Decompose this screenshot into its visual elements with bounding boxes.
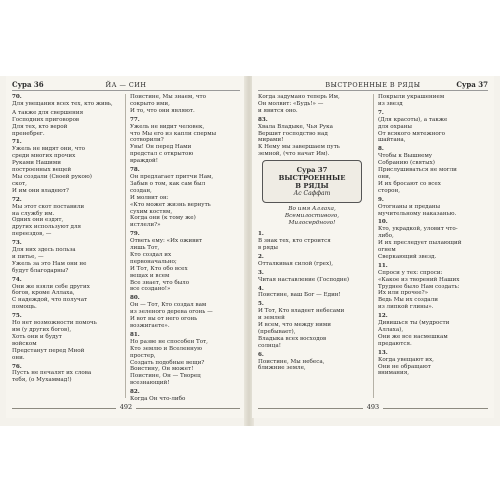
verse-number: 4. — [258, 285, 264, 292]
verse-number: 1. — [258, 231, 264, 238]
verse-text: Они же взяли себе других богов, кроме Аллаха, С надеждой, что получат помощь. — [12, 283, 90, 311]
verse-number: 74. — [12, 276, 22, 283]
verse — [258, 94, 366, 115]
left-page-column-2 — [130, 94, 238, 405]
verse — [378, 263, 486, 311]
verse — [378, 110, 486, 145]
right-sura-label: Сура 37 — [456, 80, 488, 89]
verse — [130, 389, 238, 403]
verse-text: Когда Он что-либо — [130, 396, 186, 403]
verse-number: 12. — [378, 313, 388, 320]
verse — [258, 254, 366, 268]
verse — [378, 94, 486, 108]
verse-number: 71. — [12, 139, 22, 146]
sura-box-name-1: ВЫСТРОЕННЫЕ — [278, 174, 346, 183]
sura-box-name-2: В РЯДЫ — [295, 182, 329, 191]
left-column-divider — [125, 94, 126, 398]
verse-text: Спроси у тех: спроси: «Какое из творений Наших Труднее было Нам создать: Их или прочее?» Ведь Мы их создали из липкой глины». — [378, 269, 460, 311]
verse-number: 82. — [130, 389, 140, 396]
verse-text: В знак тех, кто строится в ряды — [258, 238, 331, 251]
verse — [258, 301, 366, 349]
right-page-title: ВЫСТРОЕННЫЕ В РЯДЫ — [325, 81, 421, 89]
verse-number: 70. — [12, 94, 22, 100]
verse-text: Но разве не способен Тот, Кто землю и Вселенную простер, Создать подобные вещи? Воистину, Он может! Поистине, Он — Творец всезнающий! — [130, 338, 208, 387]
bismillah: Во имя Аллаха, Всемилостивого, Милосердного! — [284, 206, 340, 227]
verse-number: 10. — [378, 219, 388, 226]
verse-text: Ответь ему: «Их оживит лишь Тот, Кто создал их первоначально; И Тот, Кто обо всех вещах и всем Все знает, что было все создано!» — [130, 238, 203, 293]
verse — [130, 295, 238, 330]
verse-text: Ужель не видят они, что среди многих прочих Руками Нашими построенных вещей Мы создали (Своей рукою) скот, И им они владеют? — [12, 146, 92, 194]
right-column-divider — [373, 94, 374, 398]
sura-title-box — [262, 160, 362, 203]
verse-text: Когда увещают их, Они не обращают внимания, — [378, 356, 434, 377]
verse-text: И Тот, Кто владеет небесами и землей И всем, что между ними (пребывает), Владыка всех восходов солнца! — [258, 308, 345, 349]
verse-number: 81. — [130, 331, 140, 338]
verse-number: 6. — [258, 351, 264, 358]
verse-text: Кто, украдкой, уловит что- либо, И их преследует пылающий огнем Сверкающий звезд. — [378, 226, 462, 260]
verse — [378, 219, 486, 260]
verse — [12, 197, 120, 238]
verse — [12, 139, 120, 194]
left-page-number: 492 — [116, 403, 136, 411]
verse — [130, 167, 238, 229]
verse-text: Он предлагает притчи Нам, Забыв о том, как сам был создан, И молвит он: «Кто может жизнь вернуть сухим костям, Когда они (к тому же) истлели?» — [130, 173, 214, 229]
verse — [12, 94, 120, 108]
verse-number: 2. — [258, 253, 264, 260]
verse — [378, 350, 486, 378]
verse — [258, 270, 366, 284]
verse-number: 11. — [378, 262, 388, 269]
verse-number: 75. — [12, 313, 22, 320]
verse — [12, 313, 120, 361]
left-page-header — [12, 79, 240, 91]
verse — [130, 94, 238, 115]
verse — [130, 231, 238, 293]
verse-text: Отталкивая силой (грех), — [258, 260, 334, 267]
right-page-column-2 — [378, 94, 486, 379]
left-page-footer — [6, 402, 246, 414]
verse — [12, 364, 120, 385]
sura-box-arabic-name: Ас Саффат — [293, 190, 331, 198]
verse — [378, 313, 486, 348]
right-page-footer — [252, 402, 494, 414]
verse — [258, 352, 366, 373]
verse-number: 73. — [12, 240, 22, 247]
verse-text: Чтобы к Вышнему Собранию (святых) Прислушиваться не могли они, И их бросают со всех сторон, — [378, 153, 457, 194]
verse-text: Для них здесь польза и питье, — Ужель за это Нам они не будут благодарны? — [12, 247, 87, 274]
verse-number: 78. — [130, 167, 140, 174]
verse-number: 7. — [378, 109, 384, 116]
verse-text: Пусть не печалят их слова тебя, (о Мухаммад!) — [12, 370, 92, 384]
right-page-number: 493 — [363, 403, 383, 411]
verse-text: Но нет возможности помочь им (у других богов), Хоть они и будут войском Предстанут перед Мной они. — [12, 320, 97, 361]
verse-number: 13. — [378, 349, 388, 356]
verse — [12, 110, 120, 138]
right-page-column-1 — [258, 94, 366, 374]
verse-text: Он — Тот, Кто создал вам из зеленого дерева огонь — И вот вы от него огонь возжигаете». — [130, 302, 213, 329]
verse-number: 8. — [378, 146, 384, 153]
verse-text: Поистине, ваш Бог — Един! — [258, 292, 341, 299]
verse — [12, 240, 120, 275]
right-page — [252, 76, 494, 418]
verse-number: 79. — [130, 231, 140, 238]
verse — [258, 117, 366, 158]
verse-text: А также для свершения Господних приговоров Для тех, кто верой пренебрег. — [12, 109, 84, 137]
verse — [130, 332, 238, 387]
verse-text: Ужель не видит человек, что Мы его из капли спермы сотворили? Увы! Он перед Нами предстал с открытою враждой! — [130, 123, 217, 165]
verse-text: Поистине, Мы небеса, ближние земле, — [258, 358, 325, 372]
sura-box-number: Сура 37 — [296, 166, 328, 175]
verse — [258, 286, 366, 300]
verse-number: 77. — [130, 116, 140, 123]
verse-number: 5. — [258, 301, 264, 308]
verse-text: Хвала Владыке, Чья Рука Вершит господство над мирами! К Нему мы завершаем путь земной, (что начат Им). — [258, 123, 340, 158]
verse — [12, 277, 120, 312]
verse — [378, 146, 486, 194]
verse-text: Отогнаны и преданы мучительному наказанью. — [378, 203, 457, 217]
verse-text: (Для красоты), а также для охраны От всякого мятежного шайтана, — [378, 116, 448, 144]
verse — [130, 117, 238, 165]
verse — [258, 231, 366, 252]
right-page-header — [258, 79, 488, 91]
verse-text: Читая наставление (Господне) — [258, 276, 350, 283]
verse-number: 9. — [378, 196, 384, 203]
verse-number: 72. — [12, 196, 22, 203]
verse-text: Покрыли украшением из звезд — [378, 94, 445, 107]
verse-number: 3. — [258, 269, 264, 276]
verse-number: 83. — [258, 116, 268, 123]
verse-text: Когда задумано теперь Им, Он молвит: «Будь!» — и явится оно. — [258, 94, 340, 114]
verse-text: Для увещания всех тех, кто живь, — [12, 100, 113, 107]
verse-number: 80. — [130, 295, 140, 302]
left-page-column-1 — [12, 94, 120, 386]
verse — [378, 197, 486, 218]
verse-text: Поистине, Мы знаем, что сокрыто ими, И то, что они являют. — [130, 94, 206, 114]
verse-text: Мы этот скот поставили на службу им. Одних они ездят, других используют для переездов, — — [12, 203, 85, 238]
left-page-title: ЙА — СИН — [105, 81, 147, 89]
verse-number: 76. — [12, 363, 22, 370]
left-sura-label: Сура 36 — [12, 80, 44, 89]
left-page — [6, 76, 246, 418]
verse-text: Дивишься ты (мудрости Аллаха), Они же все насмешкам предаются. — [378, 320, 450, 347]
